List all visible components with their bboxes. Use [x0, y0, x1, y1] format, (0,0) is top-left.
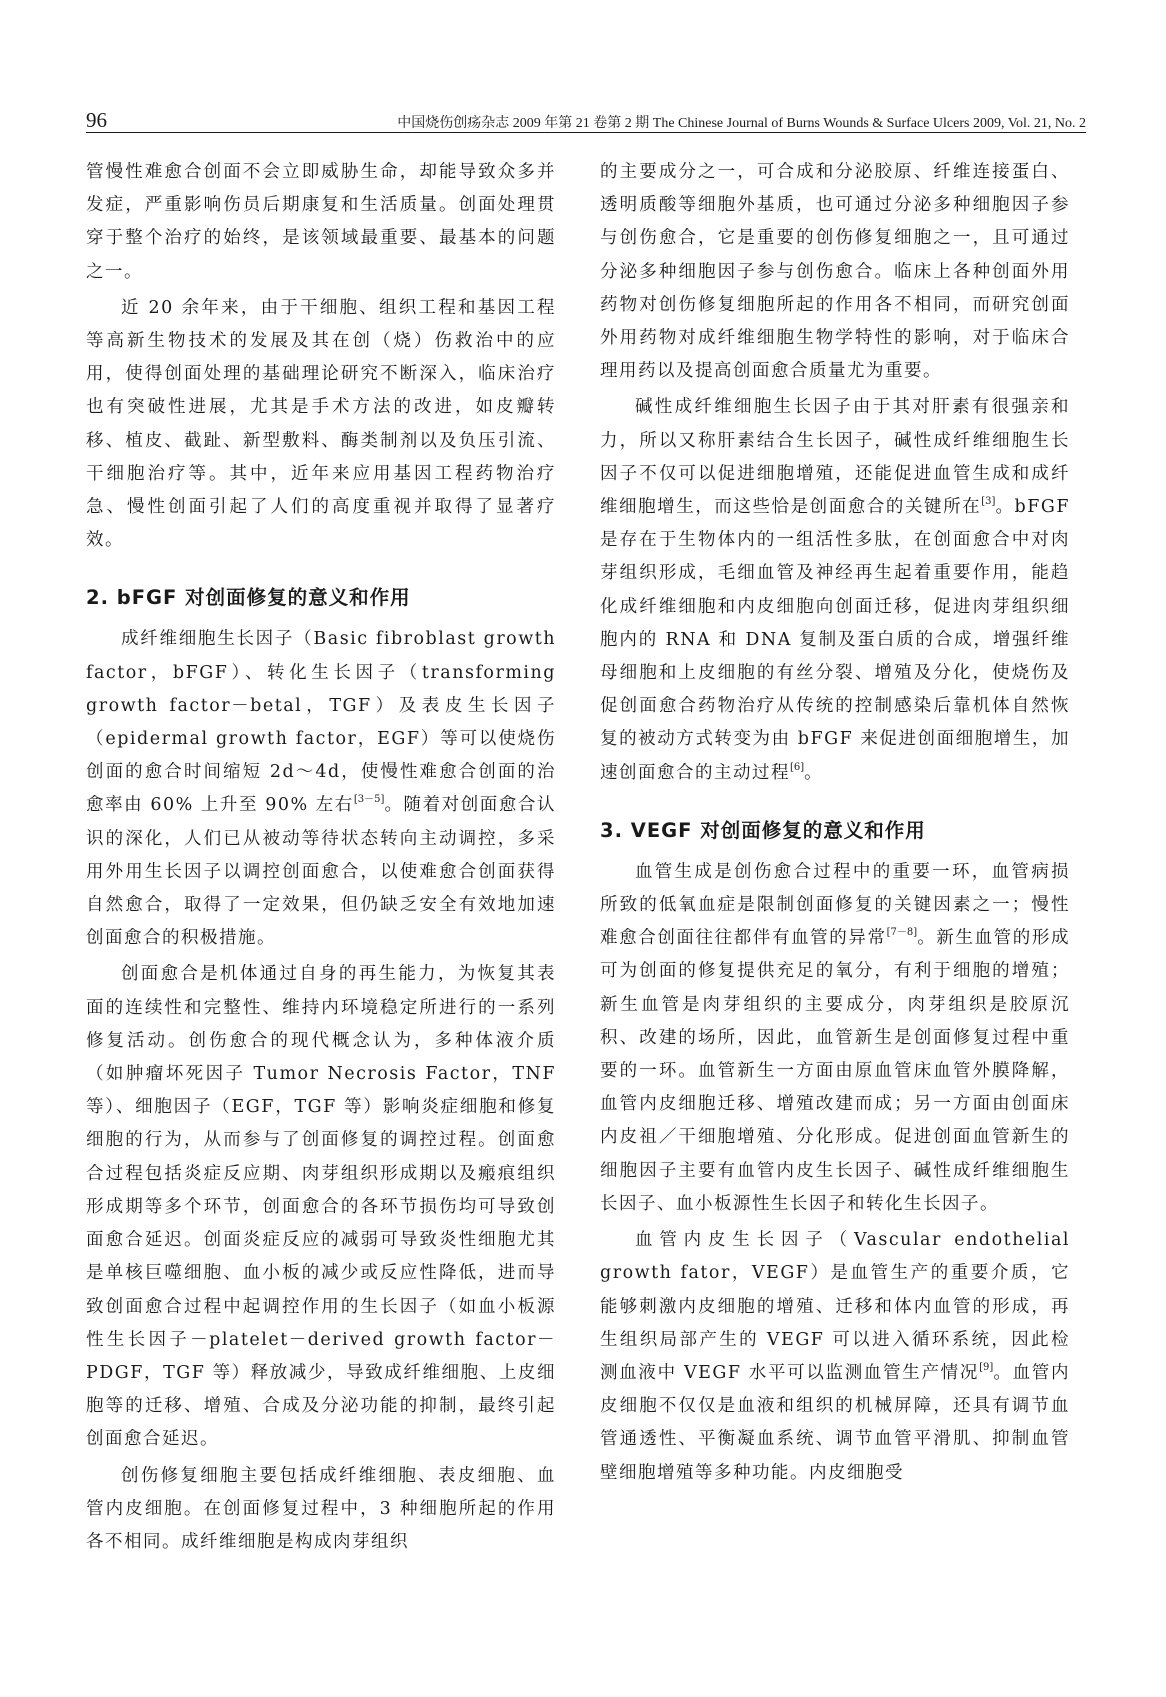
paragraph-text: 碱性成纤维细胞生长因子由于其对肝素有很强亲和力，所以又称肝素结合生长因子，碱性成纤维细胞生长因子不仅可以促进细胞增殖，还能促进血管生成和成纤维细胞增生，而这些恰是创面愈合的关键所在: [600, 397, 1070, 518]
paragraph-text: 。bFGF 是存在于生物体内的一组活性多肽，在创面愈合中对肉芽组织形成，毛细血管及神经再生起着重要作用，能趋化成纤维细胞和内皮细胞向创面迁移，促进肉芽组织细胞内的 RNA 和 DNA 复制及蛋白质的合成，增强纤维母细胞和上皮细胞的有丝分裂、增殖及分化，使烧伤及促创面愈合药物治疗从传统的控制感染后靠机体自然恢复的被动方式转变为由 bFGF 来促进创面细胞增生，加速创面愈合的主动过程: [600, 497, 1070, 783]
citation: [3－5]: [353, 794, 385, 806]
paragraph: 创面愈合是机体通过自身的再生能力，为恢复其表面的连续性和完整性、维持内环境稳定所进行的一系列修复活动。创伤愈合的现代概念认为，多种体液介质（如肿瘤坏死因子 Tumor Necrosis Factor，TNF 等）、细胞因子（EGF，TGF 等）影响炎症细胞和修复细胞的行为，从而参与了创面修复的调控过程。创面愈合过程包括炎症反应期、肉芽组织形成期以及瘢痕组织形成期等多个环节，创面愈合的各环节损伤均可导致创面愈合延迟。创面炎症反应的减弱可导致炎性细胞尤其是单核巨噬细胞、血小板的减少或反应性降低，进而导致创面愈合过程中起调控作用的生长因子（如血小板源性生长因子－platelet－derived growth factor－PDGF，TGF 等）释放减少，导致成纤维细胞、上皮细胞等的迁移、增殖、合成及分泌功能的抑制，最终引起创面愈合延迟。: [86, 964, 556, 1450]
right-column: [600, 156, 1070, 1493]
paragraph-text: 。随着对创面愈合认识的深化，人们已从被动等待状态转向主动调控，多采用外用生长因子以调控创面愈合，以使难愈合创面获得自然愈合，取得了一定效果，但仍缺乏安全有效地加速创面愈合的积极措施。: [86, 795, 556, 949]
paragraph-text: 血管内皮生长因子（Vascular endothelial growth fator，VEGF）是血管生产的重要介质，它能够刺激内皮细胞的增殖、迁移和体内血管的形成，再生组织局部产生的 VEGF 可以进入循环系统，因此检测血液中 VEGF 水平可以监测血管生产情况: [600, 1230, 1070, 1383]
paragraph-text: 。: [804, 762, 824, 783]
citation: [7－8]: [886, 927, 918, 939]
paragraph: 近 20 余年来，由于干细胞、组织工程和基因工程等高新生物技术的发展及其在创（烧）伤救治中的应用，使得创面处理的基础理论研究不断深入，临床治疗也有突破性进展，尤其是手术方法的改进，如皮瓣转移、植皮、截趾、新型敷料、酶类制剂以及负压引流、干细胞治疗等。其中，近年来应用基因工程药物治疗急、慢性创面引起了人们的高度重视并取得了显著疗效。: [86, 297, 556, 551]
paragraph: [600, 391, 1070, 789]
citation: [6]: [790, 761, 805, 773]
section-heading-bfgf: 2. bFGF 对创面修复的意义和作用: [86, 586, 411, 610]
header-rule: [86, 132, 1086, 133]
paragraph-text: 血管生成是创伤愈合过程中的重要一环，血管病损所致的低氧血症是限制创面修复的关键因素之一；慢性难愈合创面往往都伴有血管的异常: [600, 861, 1070, 949]
journal-running-head: 中国烧伤创疡杂志 2009 年第 21 卷第 2 期 The Chinese Journal of Burns Wounds & Surface Ulcers 2009, Vol. 21, No. 2: [397, 116, 1086, 131]
paragraph-text: 。血管内皮细胞不仅仅是血液和组织的机械屏障，还具有调节血管通透性、平衡凝血系统、调节血管平滑肌、抑制血管壁细胞增殖等多种功能。内皮细胞受: [600, 1362, 1070, 1483]
paragraph: [86, 623, 556, 955]
paragraph-text: 。新生血管的形成可为创面的修复提供充足的氧分，有利于细胞的增殖；新生血管是肉芽组织的主要成分，肉芽组织是胶原沉积、改建的场所，因此，血管新生是创面修复过程中重要的一环。血管新生一方面由原血管床血管外膜降解，血管内皮细胞迁移、增殖改建而成；另一方面由创面床内皮祖／干细胞增殖、分化形成。促进创面血管新生的细胞因子主要有血管内皮生长因子、碱性成纤维细胞生长因子、血小板源性生长因子和转化生长因子。: [600, 928, 1070, 1214]
paragraph: 的主要成分之一，可合成和分泌胶原、纤维连接蛋白、透明质酸等细胞外基质，也可通过分泌多种细胞因子参与创伤愈合，它是重要的创伤修复细胞之一，且可通过分泌多种细胞因子参与创伤愈合。临床上各种创面外用药物对创伤修复细胞所起的作用各不相同，而研究创面外用药物对成纤维细胞生物学特性的影响，对于临床合理用药以及提高创面愈合质量尤为重要。: [600, 162, 1070, 382]
page-number: 96: [86, 108, 107, 132]
paragraph-text: 成纤维细胞生长因子（Basic fibroblast growth factor，bFGF）、转化生长因子（transforming growth factor－betal，TGF）及表皮生长因子（epidermal growth factor，EGF）等可以使烧伤创面的愈合时间缩短 2d～4d，使慢性难愈合创面的治愈率由 60% 上升至 90% 左右: [86, 629, 556, 816]
left-column: [86, 156, 556, 1562]
paragraph: 创伤修复细胞主要包括成纤维细胞、表皮细胞、血管内皮细胞。在创面修复过程中，3 种细胞所起的作用各不相同。成纤维细胞是构成肉芽组织: [86, 1465, 556, 1552]
paragraph: 管慢性难愈合创面不会立即威胁生命，却能导致众多并发症，严重影响伤员后期康复和生活质量。创面处理贯穿于整个治疗的始终，是该领域最重要、最基本的问题之一。: [86, 162, 556, 282]
paragraph: [600, 856, 1070, 1221]
paragraph: [600, 1224, 1070, 1490]
citation: [9]: [979, 1361, 994, 1373]
section-heading-vegf: 3. VEGF 对创面修复的意义和作用: [600, 818, 926, 842]
citation: [3]: [981, 496, 996, 508]
